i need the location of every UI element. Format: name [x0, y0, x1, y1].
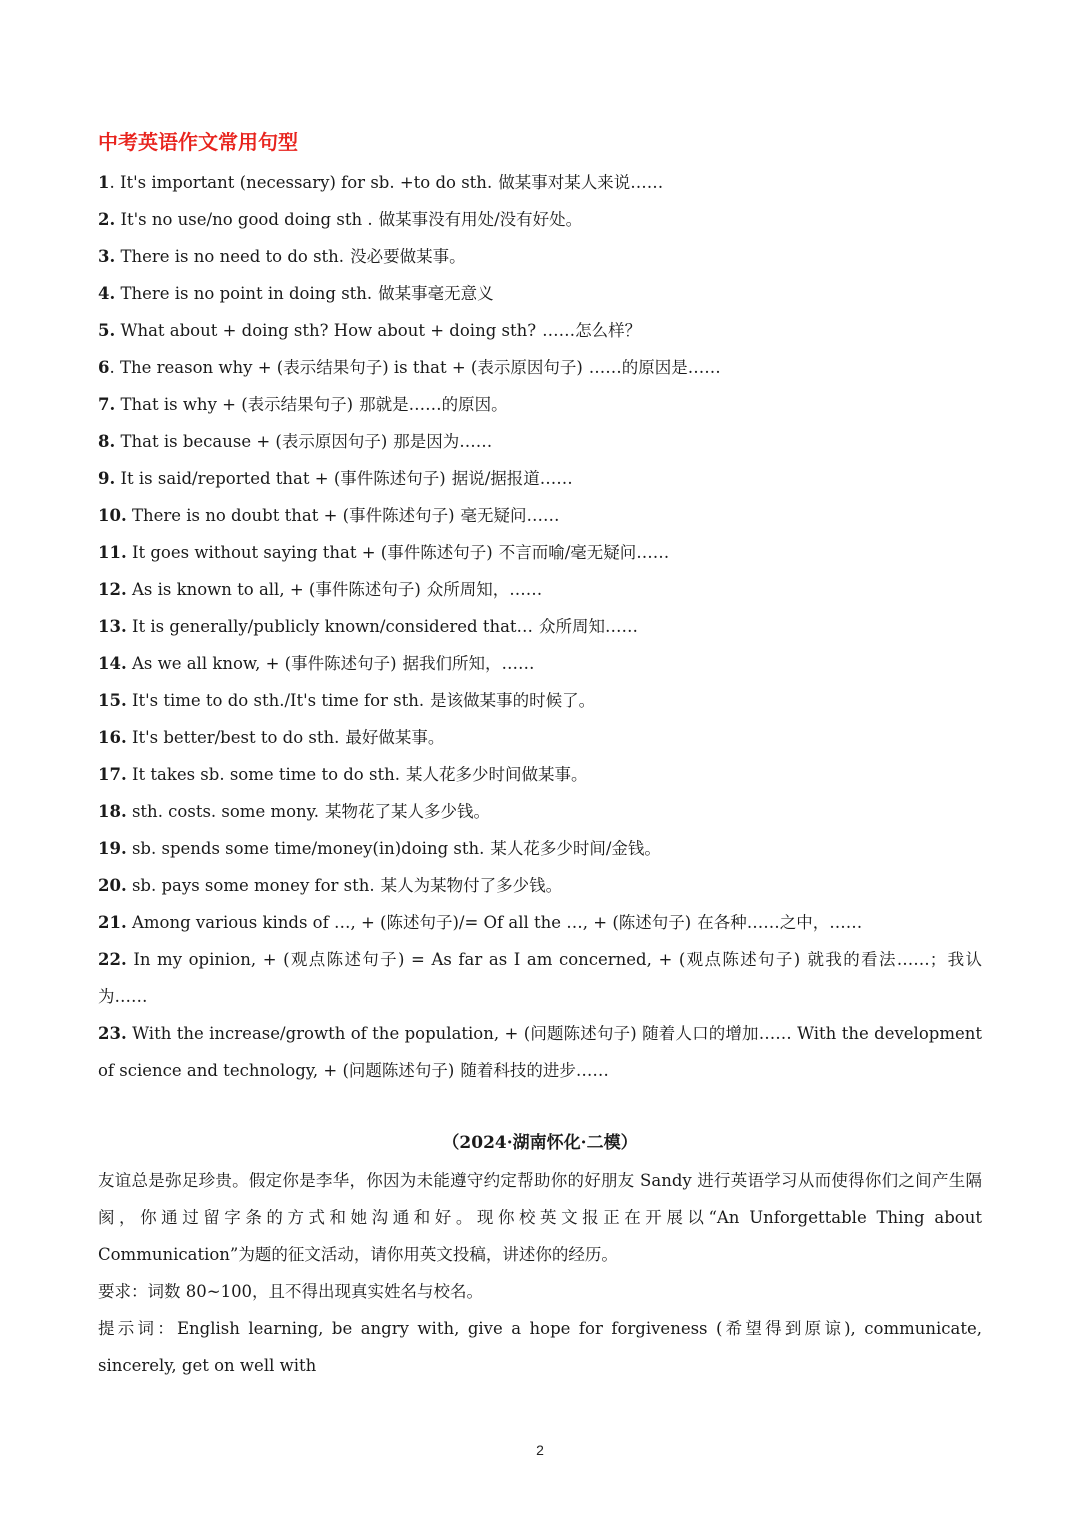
sentence-chinese: 某人为某物付了多少钱。: [380, 876, 563, 895]
sentence-english: What about + doing sth? How about + doing sth?: [115, 321, 537, 340]
sentence-number: 22.: [98, 950, 127, 969]
sentence-item: [98, 608, 982, 645]
sentence-item: [98, 830, 982, 867]
sentence-number: 14.: [98, 654, 127, 673]
sentence-number: 21.: [98, 913, 127, 932]
sentence-item: [98, 1015, 982, 1089]
sentence-english: Among various kinds of …, + (陈述句子)/= Of all the …, + (陈述句子): [126, 913, 692, 932]
sentence-item: [98, 941, 982, 1015]
sentence-chinese: ……的原因是……: [588, 358, 721, 377]
sentence-number: 20.: [98, 876, 127, 895]
sentence-chinese: 某物花了某人多少钱。: [325, 802, 491, 821]
sentence-english: It goes without saying that + (事件陈述句子): [126, 543, 493, 562]
sentence-english: As we all know, + (事件陈述句子): [126, 654, 397, 673]
sentence-chinese: 据说/据报道……: [451, 469, 573, 488]
sentence-item: [98, 904, 982, 941]
sentence-chinese: 做某事没有用处/没有好处。: [378, 210, 583, 229]
sentence-chinese: 是该做某事的时候了。: [430, 691, 596, 710]
sentence-english: It is generally/publicly known/considered that…: [126, 617, 534, 636]
sentence-english: There is no doubt that + (事件陈述句子): [126, 506, 455, 525]
sentence-number: 19.: [98, 839, 127, 858]
sentence-item: [98, 645, 982, 682]
sentence-item: [98, 201, 982, 238]
sentence-item: [98, 571, 982, 608]
sentence-english: sth. costs. some mony.: [126, 802, 320, 821]
task-prompt: 友谊总是弥足珍贵。假定你是李华，你因为未能遵守约定帮助你的好朋友 Sandy 进行英语学习从而使得你们之间产生隔阂，你通过留字条的方式和她沟通和好。现你校英文报正在开展以“An Unforgettable Thing about Communication”为题的征文活动，请你用英文投稿，讲述你的经历。: [98, 1171, 982, 1264]
sentence-chinese: ……怎么样？: [542, 321, 642, 340]
sentence-english: With the increase/growth of the population, + (问题陈述句子) 随着人口的增加…… With the development of science and technology, + (问题陈述句子): [98, 1024, 982, 1080]
sentence-item: [98, 756, 982, 793]
sentence-number: 9.: [98, 469, 116, 488]
sentence-list: [98, 164, 982, 1089]
sentence-chinese: 某人花多少时间/金钱。: [490, 839, 661, 858]
sentence-chinese: 那是因为……: [393, 432, 493, 451]
page-number: 2: [536, 1442, 544, 1458]
sentence-number: 18.: [98, 802, 127, 821]
sentence-english: sb. spends some time/money(in)doing sth.: [126, 839, 485, 858]
sentence-chinese: 据我们所知，……: [402, 654, 535, 673]
sentence-english: That is why + (表示结果句子): [115, 395, 354, 414]
sentence-chinese: 毫无疑问……: [460, 506, 560, 525]
sentence-item: [98, 867, 982, 904]
sentence-item: [98, 164, 982, 201]
sentence-number: 13.: [98, 617, 127, 636]
sentence-number: 16.: [98, 728, 127, 747]
sentence-number: 12.: [98, 580, 127, 599]
sentence-chinese: 没必要做某事。: [350, 247, 466, 266]
sentence-english: It takes sb. some time to do sth.: [126, 765, 400, 784]
sentence-english: It's no use/no good doing sth .: [115, 210, 373, 229]
sentence-english: That is because + (表示原因句子): [115, 432, 388, 451]
sentence-chinese: 那就是……的原因。: [359, 395, 508, 414]
sentence-english: As is known to all, + (事件陈述句子): [126, 580, 421, 599]
task-hints: 提示词：English learning, be angry with, give a hope for forgiveness (希望得到原谅), communicate, sincerely, get on well with: [98, 1319, 982, 1375]
sentence-item: [98, 497, 982, 534]
sentence-number: 11.: [98, 543, 127, 562]
sentence-item: [98, 534, 982, 571]
sentence-chinese: 做某事毫无意义: [378, 284, 494, 303]
sentence-number: 17.: [98, 765, 127, 784]
sentence-english: It is said/reported that + (事件陈述句子): [115, 469, 446, 488]
sentence-item: [98, 460, 982, 497]
sentence-english: In my opinion, + (观点陈述句子) = As far as I am concerned, + (观点陈述句子): [126, 950, 801, 969]
sentence-item: [98, 719, 982, 756]
sentence-english: . It's important (necessary) for sb. +to do sth.: [109, 173, 493, 192]
sentence-number: 1: [98, 173, 110, 192]
task-title: （2024·湖南怀化·二模）: [442, 1133, 638, 1153]
sentence-item: [98, 423, 982, 460]
sentence-number: 15.: [98, 691, 127, 710]
sentence-number: 5.: [98, 321, 116, 340]
sentence-chinese: 最好做某事。: [345, 728, 445, 747]
sentence-chinese: 就我的看法……；我认为……: [98, 950, 982, 1006]
sentence-item: [98, 312, 982, 349]
sentence-item: [98, 275, 982, 312]
sentence-number: 6: [98, 358, 110, 377]
task-requirement: 要求：词数 80~100，且不得出现真实姓名与校名。: [98, 1282, 484, 1301]
sentence-item: [98, 349, 982, 386]
sentence-number: 23.: [98, 1024, 127, 1043]
sentence-chinese: 众所周知……: [539, 617, 639, 636]
page-heading: 中考英语作文常用句型: [98, 130, 298, 154]
sentence-number: 2.: [98, 210, 116, 229]
sentence-english: sb. pays some money for sth.: [126, 876, 375, 895]
sentence-english: There is no need to do sth.: [115, 247, 345, 266]
sentence-number: 8.: [98, 432, 116, 451]
sentence-number: 4.: [98, 284, 116, 303]
sentence-chinese: 在各种……之中，……: [697, 913, 863, 932]
sentence-chinese: 随着科技的进步……: [460, 1061, 609, 1080]
sentence-number: 3.: [98, 247, 116, 266]
sentence-english: . The reason why + (表示结果句子) is that + (表示原因句子): [109, 358, 583, 377]
sentence-english: It's better/best to do sth.: [126, 728, 340, 747]
sentence-english: It's time to do sth./It's time for sth.: [126, 691, 425, 710]
sentence-chinese: 不言而喻/毫无疑问……: [498, 543, 670, 562]
sentence-item: [98, 793, 982, 830]
sentence-number: 10.: [98, 506, 127, 525]
sentence-chinese: 做某事对某人来说……: [498, 173, 664, 192]
sentence-english: There is no point in doing sth.: [115, 284, 373, 303]
sentence-item: [98, 386, 982, 423]
sentence-chinese: 众所周知，……: [426, 580, 543, 599]
sentence-chinese: 某人花多少时间做某事。: [405, 765, 588, 784]
sentence-item: [98, 682, 982, 719]
sentence-item: [98, 238, 982, 275]
sentence-number: 7.: [98, 395, 116, 414]
document-page: [98, 124, 982, 1384]
